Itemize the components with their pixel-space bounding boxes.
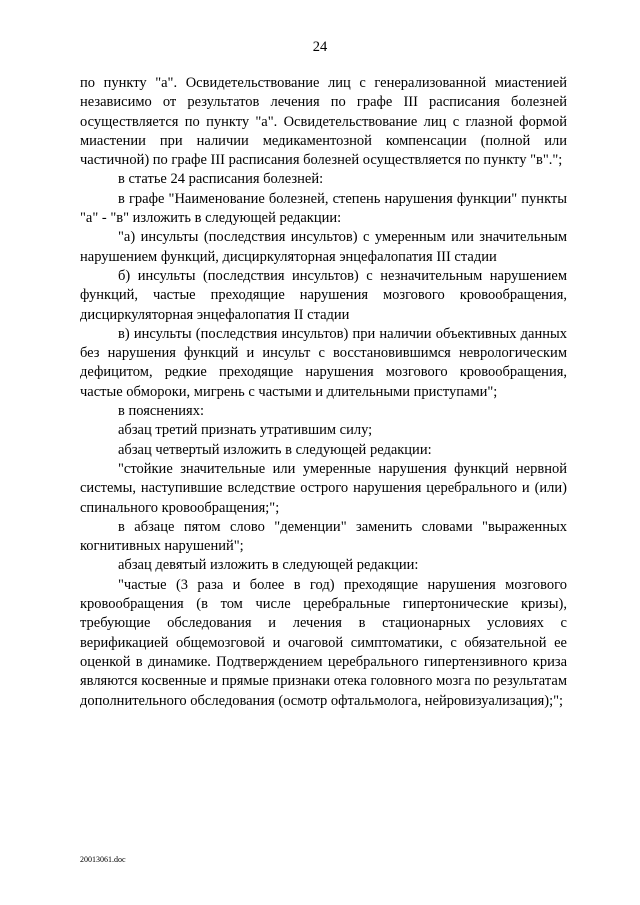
paragraph: "стойкие значительные или умеренные нарушения функций нервной системы, наступившие вследствие острого нарушения церебрального и (или) спинального кровообращения;"; bbox=[80, 460, 567, 516]
page-number: 24 bbox=[312, 39, 328, 55]
paragraph: "а) инсульты (последствия инсультов) с умеренным или значительным нарушением функций, дисциркуляторная энцефалопатия III стадии bbox=[80, 229, 567, 265]
paragraph: в пояснениях: bbox=[118, 403, 204, 420]
paragraph: в) инсульты (последствия инсультов) при наличии объективных данных без нарушения функций и инсульт с восстановившимся неврологическим дефицитом, редкие преходящие нарушения мозгового кровообращения, частые обмороки, мигрень с частыми и длительными приступами"; bbox=[80, 325, 567, 400]
footer-file-name: 20013061.doc bbox=[80, 855, 126, 864]
paragraph: "частые (3 раза и более в год) преходящие нарушения мозгового кровообращения (в том числе церебральные гипертонические кризы), требующие обследования и лечения в стационарных условиях с верификацией общемозговой и очаговой симптоматики, с обязательной ее оценкой в динамике. Подтверждением церебрального гипертензивного криза являются косвенные и прямые признаки отека головного мозга по результатам дополнительного обследования (осмотр офтальмолога, нейровизуализация);"; bbox=[80, 576, 567, 709]
paragraph: по пункту "а". Освидетельствование лиц с генерализованной миастенией независимо от результатов лечения по графе III расписания болезней осуществляется по пункту "а". Освидетельствование лиц с глазной формой миастении при наличии медикаментозной компенсации (полной или частичной) по графе III расписания болезней осуществляется по пункту "в"."; bbox=[80, 75, 567, 169]
paragraph: абзац третий признать утратившим силу; bbox=[118, 422, 373, 439]
paragraph: абзац четвертый изложить в следующей редакции: bbox=[118, 441, 432, 458]
document-body bbox=[80, 74, 567, 711]
paragraph: в графе "Наименование болезней, степень нарушения функции" пункты "а" - "в" изложить в следующей редакции: bbox=[80, 190, 567, 227]
paragraph: в статье 24 расписания болезней: bbox=[118, 171, 324, 188]
paragraph: в абзаце пятом слово "деменции" заменить словами "выраженных когнитивных нарушений"; bbox=[80, 518, 567, 555]
paragraph: б) инсульты (последствия инсультов) с незначительным нарушением функций, частые преходящие нарушения мозгового кровообращения, дисциркуляторная энцефалопатия II стадии bbox=[80, 267, 567, 323]
paragraph: абзац девятый изложить в следующей редакции: bbox=[118, 557, 419, 574]
